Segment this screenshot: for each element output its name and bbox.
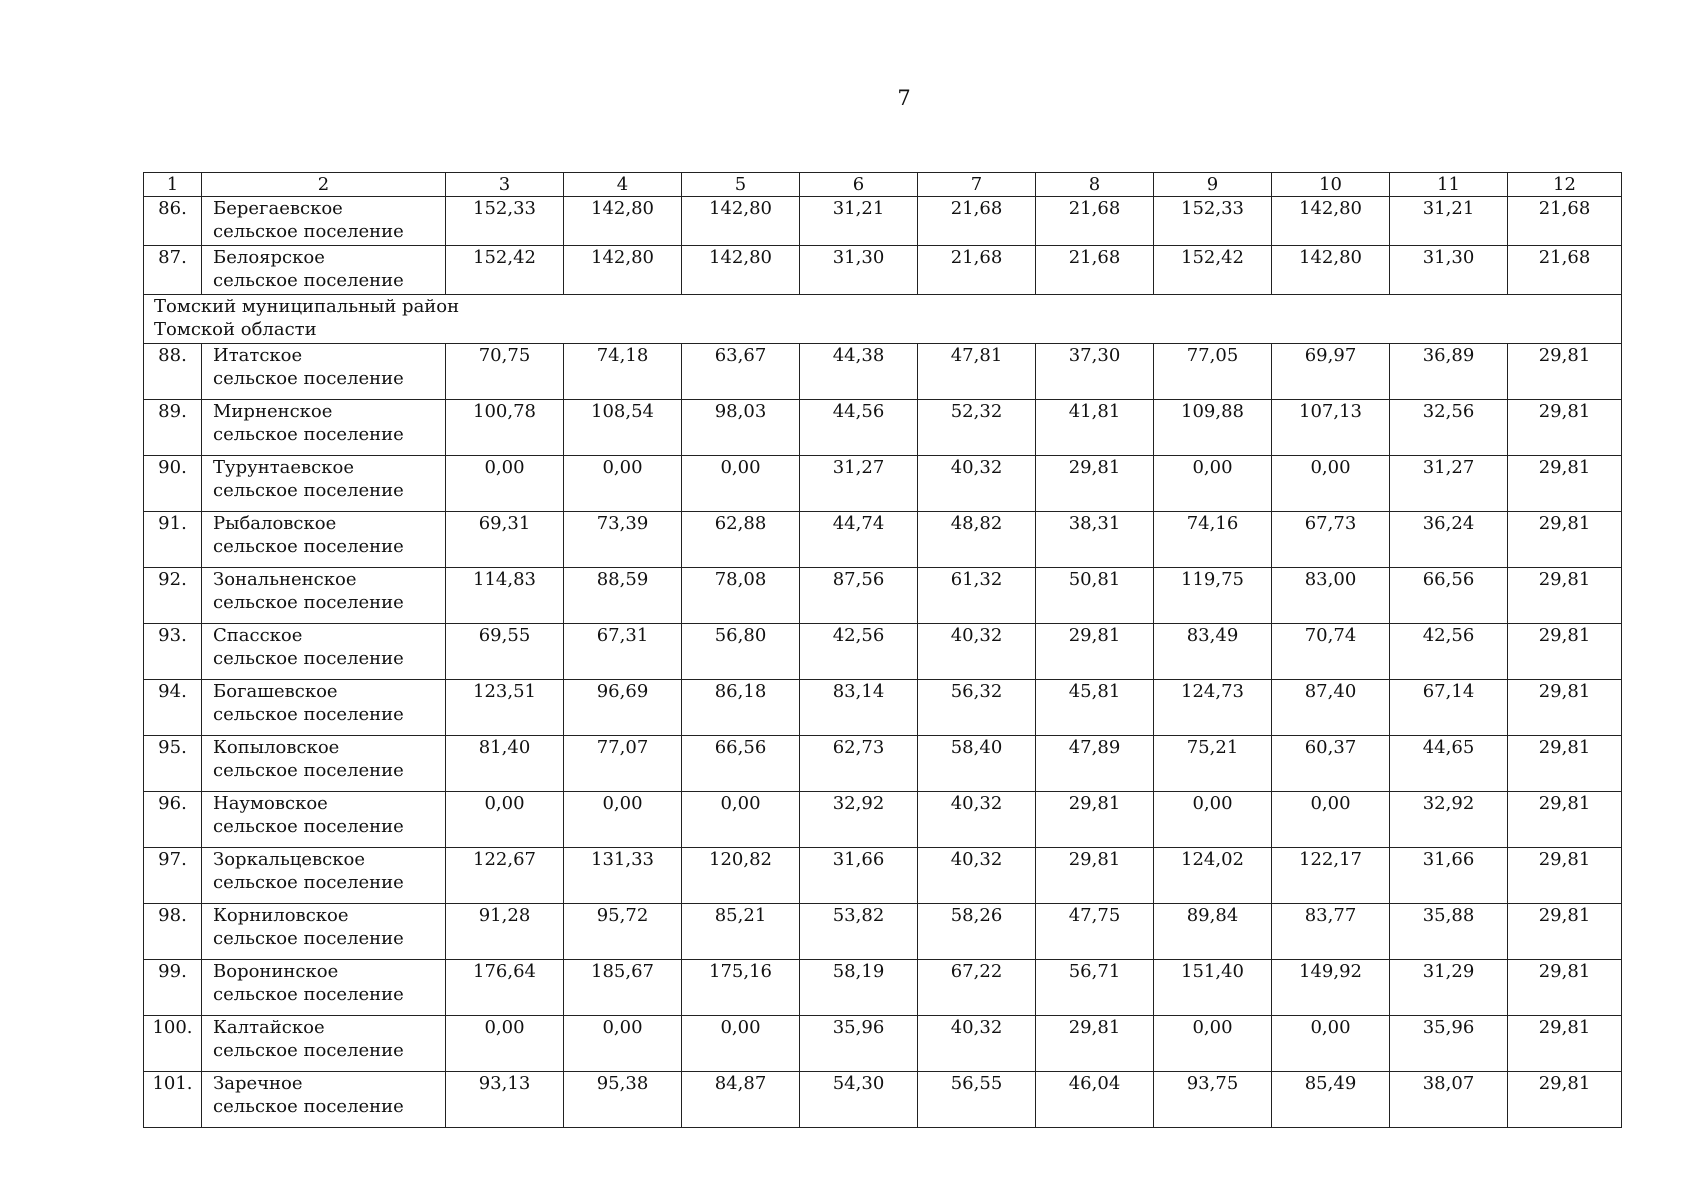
table-row xyxy=(144,456,1622,512)
region-section xyxy=(144,295,1622,344)
value-cell-col-9: 83,49 xyxy=(1154,624,1272,680)
value-cell-col-5: 86,18 xyxy=(682,680,800,736)
value-cell-col-3: 122,67 xyxy=(446,848,564,904)
table-row xyxy=(144,624,1622,680)
value-cell-col-7: 40,32 xyxy=(918,456,1036,512)
table-row xyxy=(144,246,1622,295)
value-cell-col-10: 69,97 xyxy=(1272,344,1390,400)
column-header: 7 xyxy=(918,173,1036,197)
value-cell-col-8: 41,81 xyxy=(1036,400,1154,456)
settlement-name: Мирненское xyxy=(213,401,333,422)
value-cell-col-4: 108,54 xyxy=(564,400,682,456)
value-cell-col-9: 124,73 xyxy=(1154,680,1272,736)
value-cell-col-9: 74,16 xyxy=(1154,512,1272,568)
value-cell-col-5: 56,80 xyxy=(682,624,800,680)
value-cell-col-5: 63,67 xyxy=(682,344,800,400)
value-cell-col-8: 47,75 xyxy=(1036,904,1154,960)
value-cell-col-9: 0,00 xyxy=(1154,1016,1272,1072)
table-body-top xyxy=(144,197,1622,295)
settlement-name: Берегаевское xyxy=(213,198,343,219)
region-name-line2: Томской области xyxy=(154,319,317,340)
value-cell-col-10: 0,00 xyxy=(1272,1016,1390,1072)
value-cell-col-9: 124,02 xyxy=(1154,848,1272,904)
settlement-name-cell xyxy=(202,680,446,736)
settlement-name-cell xyxy=(202,400,446,456)
value-cell-col-4: 0,00 xyxy=(564,456,682,512)
value-cell-col-11: 31,29 xyxy=(1390,960,1508,1016)
value-cell-col-5: 142,80 xyxy=(682,246,800,295)
value-cell-col-7: 40,32 xyxy=(918,1016,1036,1072)
value-cell-col-10: 107,13 xyxy=(1272,400,1390,456)
table-row xyxy=(144,1072,1622,1128)
settlement-name: Спасское xyxy=(213,625,303,646)
value-cell-col-10: 149,92 xyxy=(1272,960,1390,1016)
column-header: 9 xyxy=(1154,173,1272,197)
value-cell-col-12: 29,81 xyxy=(1508,736,1622,792)
settlement-name-cell xyxy=(202,792,446,848)
settlement-type: сельское поселение xyxy=(213,760,404,781)
page-number: 7 xyxy=(897,86,911,110)
settlement-type: сельское поселение xyxy=(213,704,404,725)
settlement-name-cell xyxy=(202,960,446,1016)
row-number-cell: 98. xyxy=(144,904,202,960)
value-cell-col-7: 21,68 xyxy=(918,197,1036,246)
settlement-name: Копыловское xyxy=(213,737,340,758)
value-cell-col-8: 29,81 xyxy=(1036,624,1154,680)
value-cell-col-4: 0,00 xyxy=(564,1016,682,1072)
settlement-name-cell xyxy=(202,456,446,512)
row-number-cell: 88. xyxy=(144,344,202,400)
row-number-cell: 89. xyxy=(144,400,202,456)
settlement-name-cell xyxy=(202,624,446,680)
value-cell-col-11: 32,92 xyxy=(1390,792,1508,848)
settlement-type: сельское поселение xyxy=(213,816,404,837)
value-cell-col-4: 142,80 xyxy=(564,246,682,295)
table-row xyxy=(144,960,1622,1016)
value-cell-col-12: 29,81 xyxy=(1508,456,1622,512)
value-cell-col-12: 29,81 xyxy=(1508,1072,1622,1128)
value-cell-col-8: 29,81 xyxy=(1036,456,1154,512)
settlement-name-cell xyxy=(202,1072,446,1128)
value-cell-col-5: 62,88 xyxy=(682,512,800,568)
value-cell-col-7: 40,32 xyxy=(918,848,1036,904)
header-row xyxy=(144,173,1622,197)
settlement-type: сельское поселение xyxy=(213,480,404,501)
value-cell-col-11: 31,27 xyxy=(1390,456,1508,512)
table-row xyxy=(144,792,1622,848)
data-table xyxy=(143,172,1622,1128)
value-cell-col-11: 31,66 xyxy=(1390,848,1508,904)
column-header: 12 xyxy=(1508,173,1622,197)
value-cell-col-12: 29,81 xyxy=(1508,344,1622,400)
settlement-name-cell xyxy=(202,904,446,960)
value-cell-col-11: 36,24 xyxy=(1390,512,1508,568)
settlement-type: сельское поселение xyxy=(213,1040,404,1061)
value-cell-col-6: 31,66 xyxy=(800,848,918,904)
settlement-type: сельское поселение xyxy=(213,424,404,445)
value-cell-col-5: 85,21 xyxy=(682,904,800,960)
value-cell-col-12: 29,81 xyxy=(1508,624,1622,680)
table-row xyxy=(144,848,1622,904)
settlement-name-cell xyxy=(202,246,446,295)
row-number-cell: 100. xyxy=(144,1016,202,1072)
value-cell-col-10: 67,73 xyxy=(1272,512,1390,568)
value-cell-col-3: 69,31 xyxy=(446,512,564,568)
column-header: 1 xyxy=(144,173,202,197)
region-name-line1: Томский муниципальный район xyxy=(154,296,460,317)
value-cell-col-5: 84,87 xyxy=(682,1072,800,1128)
value-cell-col-7: 61,32 xyxy=(918,568,1036,624)
row-number-cell: 90. xyxy=(144,456,202,512)
value-cell-col-5: 0,00 xyxy=(682,456,800,512)
value-cell-col-6: 42,56 xyxy=(800,624,918,680)
value-cell-col-4: 96,69 xyxy=(564,680,682,736)
table-row xyxy=(144,1016,1622,1072)
value-cell-col-7: 40,32 xyxy=(918,624,1036,680)
value-cell-col-9: 75,21 xyxy=(1154,736,1272,792)
value-cell-col-6: 44,56 xyxy=(800,400,918,456)
value-cell-col-9: 93,75 xyxy=(1154,1072,1272,1128)
value-cell-col-7: 58,26 xyxy=(918,904,1036,960)
value-cell-col-10: 60,37 xyxy=(1272,736,1390,792)
row-number-cell: 101. xyxy=(144,1072,202,1128)
value-cell-col-6: 31,21 xyxy=(800,197,918,246)
value-cell-col-5: 78,08 xyxy=(682,568,800,624)
value-cell-col-10: 70,74 xyxy=(1272,624,1390,680)
value-cell-col-5: 0,00 xyxy=(682,1016,800,1072)
value-cell-col-10: 83,00 xyxy=(1272,568,1390,624)
table-row xyxy=(144,568,1622,624)
value-cell-col-11: 66,56 xyxy=(1390,568,1508,624)
value-cell-col-3: 69,55 xyxy=(446,624,564,680)
value-cell-col-3: 114,83 xyxy=(446,568,564,624)
value-cell-col-9: 0,00 xyxy=(1154,456,1272,512)
row-number-cell: 92. xyxy=(144,568,202,624)
settlement-type: сельское поселение xyxy=(213,536,404,557)
value-cell-col-11: 42,56 xyxy=(1390,624,1508,680)
table-row xyxy=(144,736,1622,792)
value-cell-col-6: 87,56 xyxy=(800,568,918,624)
value-cell-col-8: 21,68 xyxy=(1036,246,1154,295)
column-header: 3 xyxy=(446,173,564,197)
value-cell-col-4: 77,07 xyxy=(564,736,682,792)
column-header: 5 xyxy=(682,173,800,197)
value-cell-col-5: 142,80 xyxy=(682,197,800,246)
value-cell-col-7: 47,81 xyxy=(918,344,1036,400)
value-cell-col-3: 0,00 xyxy=(446,792,564,848)
value-cell-col-4: 185,67 xyxy=(564,960,682,1016)
value-cell-col-8: 29,81 xyxy=(1036,1016,1154,1072)
value-cell-col-5: 0,00 xyxy=(682,792,800,848)
value-cell-col-12: 29,81 xyxy=(1508,960,1622,1016)
value-cell-col-11: 32,56 xyxy=(1390,400,1508,456)
value-cell-col-11: 44,65 xyxy=(1390,736,1508,792)
value-cell-col-4: 88,59 xyxy=(564,568,682,624)
value-cell-col-12: 29,81 xyxy=(1508,904,1622,960)
value-cell-col-4: 131,33 xyxy=(564,848,682,904)
settlement-name: Белоярское xyxy=(213,247,325,268)
value-cell-col-3: 81,40 xyxy=(446,736,564,792)
settlement-name: Наумовское xyxy=(213,793,328,814)
settlement-name: Заречное xyxy=(213,1073,303,1094)
value-cell-col-11: 67,14 xyxy=(1390,680,1508,736)
value-cell-col-11: 31,30 xyxy=(1390,246,1508,295)
value-cell-col-8: 50,81 xyxy=(1036,568,1154,624)
value-cell-col-10: 142,80 xyxy=(1272,197,1390,246)
settlement-name-cell xyxy=(202,1016,446,1072)
value-cell-col-4: 95,38 xyxy=(564,1072,682,1128)
value-cell-col-9: 152,42 xyxy=(1154,246,1272,295)
settlement-name: Зональненское xyxy=(213,569,357,590)
value-cell-col-9: 109,88 xyxy=(1154,400,1272,456)
row-number-cell: 94. xyxy=(144,680,202,736)
region-cell xyxy=(144,295,1622,344)
row-number-cell: 93. xyxy=(144,624,202,680)
value-cell-col-3: 152,33 xyxy=(446,197,564,246)
value-cell-col-5: 66,56 xyxy=(682,736,800,792)
value-cell-col-9: 152,33 xyxy=(1154,197,1272,246)
settlement-name-cell xyxy=(202,344,446,400)
value-cell-col-12: 29,81 xyxy=(1508,512,1622,568)
value-cell-col-7: 67,22 xyxy=(918,960,1036,1016)
value-cell-col-6: 53,82 xyxy=(800,904,918,960)
value-cell-col-6: 58,19 xyxy=(800,960,918,1016)
value-cell-col-7: 21,68 xyxy=(918,246,1036,295)
value-cell-col-6: 31,27 xyxy=(800,456,918,512)
value-cell-col-8: 29,81 xyxy=(1036,848,1154,904)
value-cell-col-10: 142,80 xyxy=(1272,246,1390,295)
value-cell-col-10: 122,17 xyxy=(1272,848,1390,904)
settlement-name-cell xyxy=(202,197,446,246)
settlement-type: сельское поселение xyxy=(213,270,404,291)
table-row xyxy=(144,512,1622,568)
value-cell-col-4: 67,31 xyxy=(564,624,682,680)
value-cell-col-3: 0,00 xyxy=(446,1016,564,1072)
value-cell-col-6: 32,92 xyxy=(800,792,918,848)
settlement-name: Богашевское xyxy=(213,681,338,702)
row-number-cell: 91. xyxy=(144,512,202,568)
value-cell-col-12: 29,81 xyxy=(1508,1016,1622,1072)
value-cell-col-8: 29,81 xyxy=(1036,792,1154,848)
column-header: 6 xyxy=(800,173,918,197)
value-cell-col-9: 89,84 xyxy=(1154,904,1272,960)
value-cell-col-10: 83,77 xyxy=(1272,904,1390,960)
value-cell-col-8: 37,30 xyxy=(1036,344,1154,400)
settlement-name: Калтайское xyxy=(213,1017,325,1038)
value-cell-col-3: 152,42 xyxy=(446,246,564,295)
settlement-name: Итатское xyxy=(213,345,303,366)
value-cell-col-7: 40,32 xyxy=(918,792,1036,848)
settlement-name-cell xyxy=(202,848,446,904)
value-cell-col-8: 46,04 xyxy=(1036,1072,1154,1128)
value-cell-col-11: 38,07 xyxy=(1390,1072,1508,1128)
value-cell-col-4: 73,39 xyxy=(564,512,682,568)
value-cell-col-5: 120,82 xyxy=(682,848,800,904)
value-cell-col-12: 29,81 xyxy=(1508,848,1622,904)
settlement-type: сельское поселение xyxy=(213,221,404,242)
value-cell-col-12: 29,81 xyxy=(1508,792,1622,848)
row-number-cell: 99. xyxy=(144,960,202,1016)
value-cell-col-12: 21,68 xyxy=(1508,197,1622,246)
value-cell-col-11: 35,96 xyxy=(1390,1016,1508,1072)
value-cell-col-6: 31,30 xyxy=(800,246,918,295)
column-header: 4 xyxy=(564,173,682,197)
value-cell-col-4: 142,80 xyxy=(564,197,682,246)
value-cell-col-11: 36,89 xyxy=(1390,344,1508,400)
value-cell-col-3: 123,51 xyxy=(446,680,564,736)
value-cell-col-4: 74,18 xyxy=(564,344,682,400)
column-header: 10 xyxy=(1272,173,1390,197)
value-cell-col-9: 77,05 xyxy=(1154,344,1272,400)
value-cell-col-9: 151,40 xyxy=(1154,960,1272,1016)
value-cell-col-11: 31,21 xyxy=(1390,197,1508,246)
settlement-name-cell xyxy=(202,512,446,568)
settlement-type: сельское поселение xyxy=(213,368,404,389)
value-cell-col-3: 176,64 xyxy=(446,960,564,1016)
table-body-bottom xyxy=(144,344,1622,1128)
value-cell-col-12: 29,81 xyxy=(1508,568,1622,624)
column-header: 8 xyxy=(1036,173,1154,197)
value-cell-col-7: 56,32 xyxy=(918,680,1036,736)
value-cell-col-10: 0,00 xyxy=(1272,792,1390,848)
value-cell-col-9: 119,75 xyxy=(1154,568,1272,624)
value-cell-col-8: 47,89 xyxy=(1036,736,1154,792)
settlement-name-cell xyxy=(202,568,446,624)
value-cell-col-10: 0,00 xyxy=(1272,456,1390,512)
settlement-name: Корниловское xyxy=(213,905,349,926)
value-cell-col-3: 93,13 xyxy=(446,1072,564,1128)
table-row xyxy=(144,400,1622,456)
row-number-cell: 95. xyxy=(144,736,202,792)
value-cell-col-4: 0,00 xyxy=(564,792,682,848)
value-cell-col-5: 98,03 xyxy=(682,400,800,456)
table-row xyxy=(144,197,1622,246)
table-row xyxy=(144,680,1622,736)
row-number-cell: 87. xyxy=(144,246,202,295)
value-cell-col-6: 62,73 xyxy=(800,736,918,792)
value-cell-col-5: 175,16 xyxy=(682,960,800,1016)
value-cell-col-12: 29,81 xyxy=(1508,400,1622,456)
value-cell-col-3: 91,28 xyxy=(446,904,564,960)
region-row xyxy=(144,295,1622,344)
value-cell-col-6: 44,38 xyxy=(800,344,918,400)
value-cell-col-8: 21,68 xyxy=(1036,197,1154,246)
column-header: 11 xyxy=(1390,173,1508,197)
value-cell-col-7: 56,55 xyxy=(918,1072,1036,1128)
value-cell-col-7: 58,40 xyxy=(918,736,1036,792)
value-cell-col-8: 56,71 xyxy=(1036,960,1154,1016)
value-cell-col-7: 52,32 xyxy=(918,400,1036,456)
value-cell-col-12: 21,68 xyxy=(1508,246,1622,295)
value-cell-col-10: 85,49 xyxy=(1272,1072,1390,1128)
value-cell-col-12: 29,81 xyxy=(1508,680,1622,736)
settlement-name: Зоркальцевское xyxy=(213,849,365,870)
value-cell-col-8: 45,81 xyxy=(1036,680,1154,736)
value-cell-col-11: 35,88 xyxy=(1390,904,1508,960)
row-number-cell: 86. xyxy=(144,197,202,246)
value-cell-col-6: 54,30 xyxy=(800,1072,918,1128)
value-cell-col-3: 0,00 xyxy=(446,456,564,512)
settlement-name: Воронинское xyxy=(213,961,339,982)
row-number-cell: 97. xyxy=(144,848,202,904)
value-cell-col-6: 83,14 xyxy=(800,680,918,736)
value-cell-col-8: 38,31 xyxy=(1036,512,1154,568)
settlement-type: сельское поселение xyxy=(213,648,404,669)
value-cell-col-3: 70,75 xyxy=(446,344,564,400)
column-header: 2 xyxy=(202,173,446,197)
value-cell-col-7: 48,82 xyxy=(918,512,1036,568)
settlement-type: сельское поселение xyxy=(213,984,404,1005)
settlement-type: сельское поселение xyxy=(213,872,404,893)
value-cell-col-3: 100,78 xyxy=(446,400,564,456)
value-cell-col-6: 44,74 xyxy=(800,512,918,568)
settlement-name-cell xyxy=(202,736,446,792)
settlement-name: Турунтаевское xyxy=(213,457,355,478)
value-cell-col-4: 95,72 xyxy=(564,904,682,960)
settlement-type: сельское поселение xyxy=(213,1096,404,1117)
settlement-name: Рыбаловское xyxy=(213,513,337,534)
value-cell-col-6: 35,96 xyxy=(800,1016,918,1072)
table-row xyxy=(144,344,1622,400)
table-row xyxy=(144,904,1622,960)
row-number-cell: 96. xyxy=(144,792,202,848)
settlement-type: сельское поселение xyxy=(213,592,404,613)
value-cell-col-9: 0,00 xyxy=(1154,792,1272,848)
settlement-type: сельское поселение xyxy=(213,928,404,949)
value-cell-col-10: 87,40 xyxy=(1272,680,1390,736)
